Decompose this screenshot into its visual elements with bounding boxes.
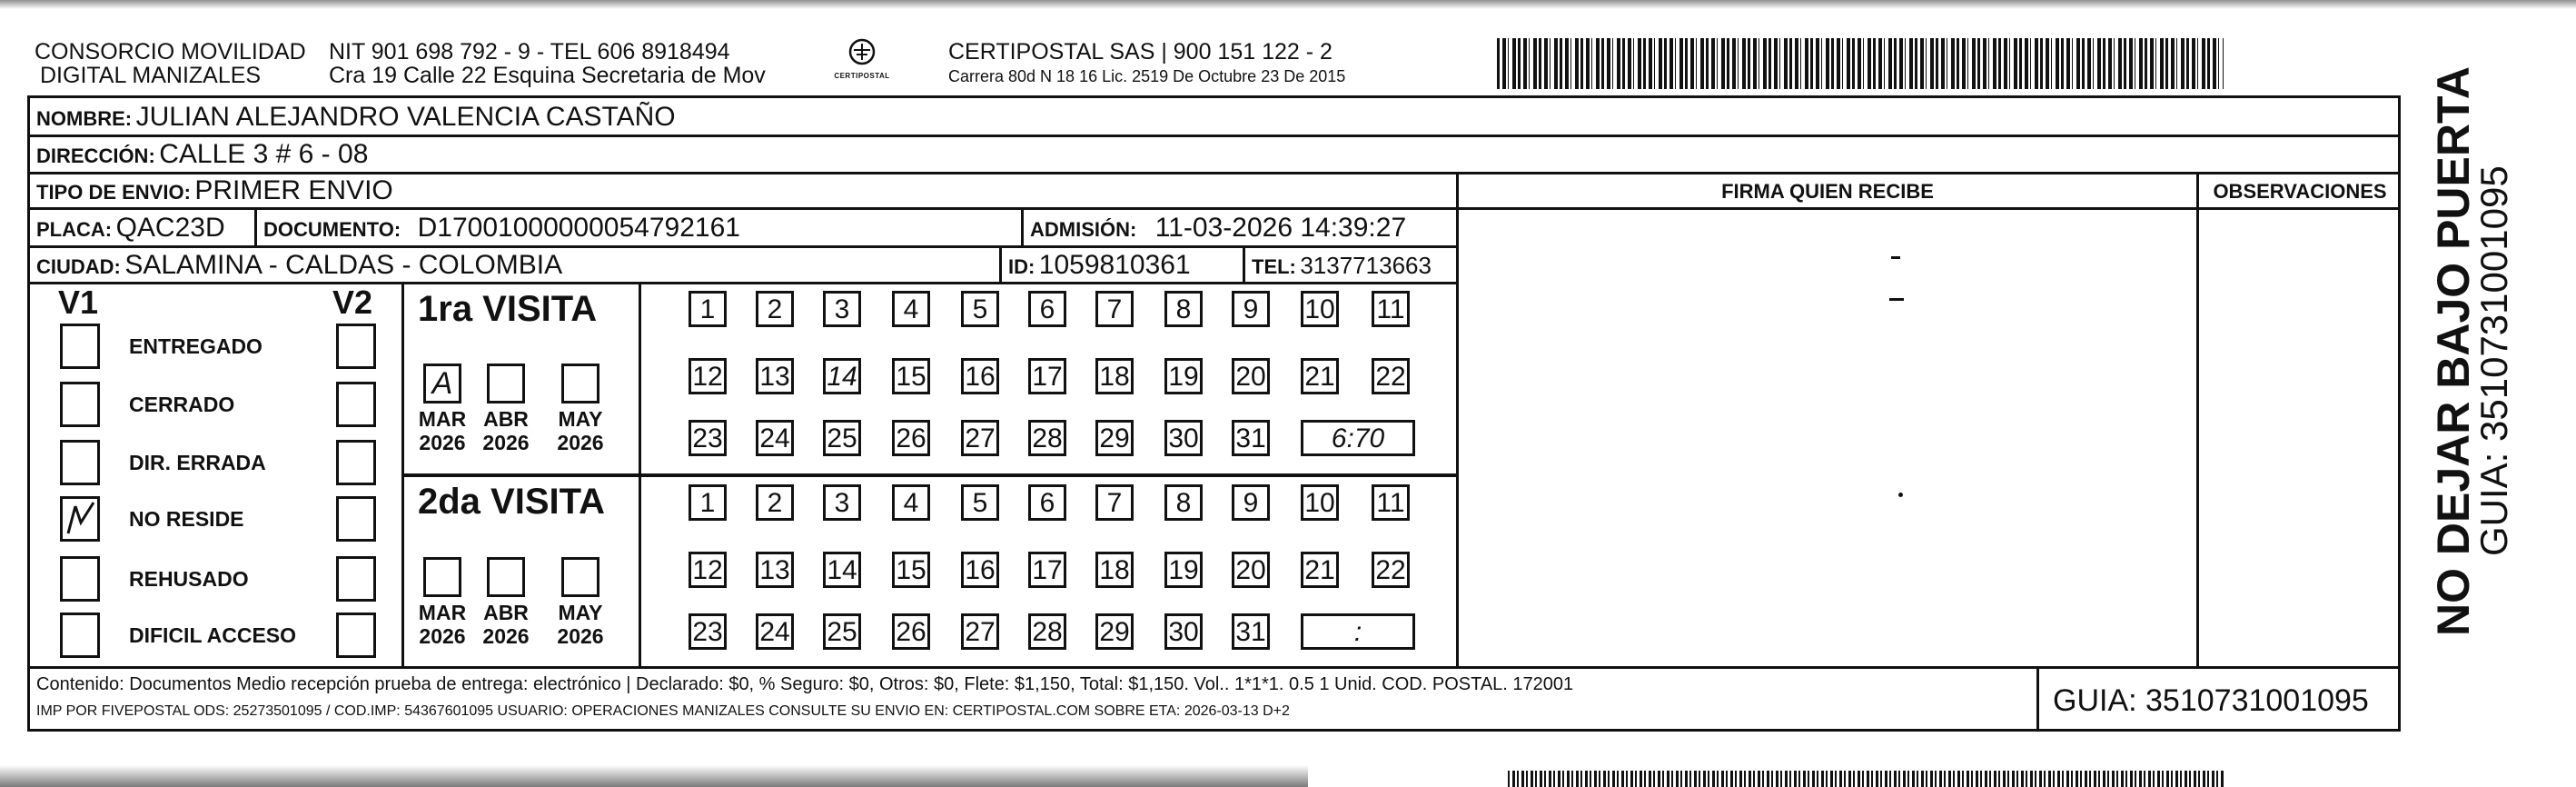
visit2-month-box[interactable] — [423, 557, 461, 597]
row-line-3 — [27, 207, 2401, 210]
status-v2-checkbox[interactable] — [336, 496, 376, 542]
visit1-day-box[interactable]: 23 — [689, 420, 727, 456]
visit2-day-box[interactable]: 10 — [1301, 484, 1339, 521]
visit2-month-year: 2026 — [482, 624, 530, 648]
documento-label: DOCUMENTO: — [263, 218, 401, 241]
visit2-month-box[interactable] — [561, 557, 599, 597]
visit2-day-box[interactable]: 25 — [823, 613, 861, 650]
placa-row — [36, 213, 225, 244]
visit2-day-box[interactable]: 22 — [1372, 552, 1410, 588]
visit1-day-box[interactable]: 1 — [689, 291, 727, 327]
row-line-2 — [27, 172, 2401, 174]
tipo-label: TIPO DE ENVIO: — [36, 181, 191, 204]
visit1-day-box[interactable]: 9 — [1232, 291, 1270, 327]
visit1-day-box[interactable]: 17 — [1028, 358, 1066, 394]
col-line-placa — [254, 208, 257, 246]
status-v1-checkbox[interactable] — [60, 440, 100, 485]
visit1-title: 1ra VISITA — [418, 289, 598, 329]
visit2-day-box[interactable]: 15 — [892, 552, 930, 588]
tel-label: TEL: — [1252, 255, 1296, 278]
direccion-value: CALLE 3 # 6 - 08 — [159, 139, 369, 169]
visit2-time-box[interactable]: : — [1301, 613, 1415, 650]
side-guia: GUIA: 3510731001095 — [2472, 165, 2515, 556]
sender-company-line1: CONSORCIO MOVILIDAD — [35, 39, 306, 65]
visit2-day-box[interactable]: 17 — [1028, 552, 1066, 588]
visit2-day-box[interactable]: 30 — [1164, 613, 1203, 650]
visit1-month-name: MAY — [558, 407, 603, 431]
visit2-day-box[interactable]: 11 — [1372, 484, 1410, 521]
visit1-month-box[interactable] — [561, 364, 599, 403]
visit1-day-box[interactable]: 24 — [756, 420, 794, 456]
status-v2-checkbox[interactable] — [336, 440, 376, 485]
status-v2-checkbox[interactable] — [336, 382, 376, 427]
admision-label: ADMISIÓN: — [1030, 218, 1137, 241]
visit2-day-box[interactable]: 26 — [892, 613, 930, 650]
col-line-firma — [1456, 173, 1459, 668]
sender-nit: NIT 901 698 792 - 9 - TEL 606 8918494 — [329, 39, 730, 65]
visit-divider-h — [401, 473, 1457, 477]
admision-value: 11-03-2026 14:39:27 — [1154, 213, 1407, 243]
visit1-day-box[interactable]: 2 — [756, 291, 794, 327]
observaciones-header: OBSERVACIONES — [2213, 180, 2387, 203]
visit2-title: 2da VISITA — [418, 482, 605, 522]
visit1-month-year: 2026 — [557, 431, 604, 454]
visit1-day-box[interactable]: 22 — [1372, 358, 1410, 394]
visit2-month-year: 2026 — [557, 624, 604, 648]
visit1-day-box[interactable]: 11 — [1372, 291, 1410, 327]
visit1-month-name: MAR — [418, 407, 467, 431]
visit2-month-name: ABR — [483, 601, 529, 624]
visit2-day-box[interactable]: 20 — [1232, 552, 1270, 588]
nombre-label: NOMBRE: — [36, 107, 133, 130]
id-row — [1008, 250, 1191, 281]
visit2-day-box[interactable]: 24 — [756, 613, 794, 650]
visit1-day-box[interactable]: 10 — [1301, 291, 1339, 327]
ciudad-row — [36, 250, 562, 281]
visit2-month-name: MAY — [558, 601, 603, 624]
status-v1-checkbox[interactable] — [60, 496, 100, 542]
tel-value: 3137713663 — [1300, 252, 1432, 279]
status-option-label: DIFICIL ACCESO — [129, 623, 297, 647]
side-warning: NO DEJAR BAJO PUERTA — [2428, 66, 2479, 636]
visit1-month-box[interactable] — [423, 364, 461, 403]
visit1-day-box[interactable]: 4 — [892, 291, 930, 327]
visit2-day-box[interactable]: 28 — [1028, 613, 1066, 650]
courier-license: Carrera 80d N 18 16 Lic. 2519 De Octubre 23 De 2015 — [948, 67, 1346, 85]
bottom-torn-edge — [0, 765, 1308, 787]
visit2-day-box[interactable]: 23 — [689, 613, 727, 650]
status-v1-checkbox[interactable] — [60, 382, 100, 427]
footer-line2: IMP POR FIVEPOSTAL ODS: 25273501095 / COD.IMP: 54367601095 USUARIO: OPERACIONES MANIZALES CONSULTE SU ENVIO EN: CERTIPOSTAL.COM SOBRE ETA: 2026-03-13 D+2 — [36, 703, 1290, 719]
col-line-tel — [1243, 245, 1245, 284]
visit2-day-box[interactable]: 29 — [1095, 613, 1134, 650]
status-option-label: NO RESIDE — [129, 507, 244, 531]
visit2-day-box[interactable]: 16 — [961, 552, 999, 588]
visit1-day-box[interactable]: 20 — [1232, 358, 1270, 394]
visit1-month-mark: A — [431, 366, 453, 401]
visit1-month-year: 2026 — [482, 431, 530, 454]
visit2-month-name: MAR — [418, 601, 467, 624]
signature-mark — [1898, 493, 1903, 497]
firma-header: FIRMA QUIEN RECIBE — [1721, 180, 1934, 203]
visit2-day-box[interactable]: 21 — [1301, 552, 1339, 588]
visit2-day-box[interactable]: 27 — [961, 613, 999, 650]
visit2-day-box[interactable]: 9 — [1232, 484, 1270, 521]
visit2-day-box[interactable]: 13 — [756, 552, 794, 588]
visit1-month-box[interactable] — [487, 364, 525, 403]
sender-address: Cra 19 Calle 22 Esquina Secretaria de Mov — [329, 63, 766, 88]
admision-row — [1030, 213, 1406, 244]
visit2-day-box[interactable]: 7 — [1095, 484, 1134, 521]
visit1-day-box[interactable]: 14 — [823, 358, 861, 394]
status-v1-checkbox[interactable] — [60, 613, 100, 658]
visit1-day-box[interactable]: 27 — [961, 420, 999, 456]
v2-label: V2 — [332, 284, 373, 321]
certipostal-logo-text: CERTIPOSTAL — [834, 72, 890, 80]
visit1-day-box[interactable]: 25 — [823, 420, 861, 456]
visit1-day-box[interactable]: 18 — [1095, 358, 1134, 394]
visit1-day-box[interactable]: 30 — [1164, 420, 1203, 456]
visit2-day-box[interactable]: 19 — [1164, 552, 1203, 588]
ciudad-value: SALAMINA - CALDAS - COLOMBIA — [124, 250, 563, 280]
tel-row — [1252, 252, 1432, 280]
visit2-day-box[interactable]: 31 — [1232, 613, 1270, 650]
v1-label: V1 — [58, 284, 99, 321]
direccion-row — [36, 139, 368, 170]
visit1-month-year: 2026 — [419, 431, 466, 454]
visit1-day-box[interactable]: 31 — [1232, 420, 1270, 456]
ciudad-label: CIUDAD: — [36, 255, 121, 278]
sender-company-line2: DIGITAL MANIZALES — [40, 63, 262, 88]
visit2-month-box[interactable] — [487, 557, 525, 597]
col-line-obs — [2196, 173, 2199, 668]
visit2-day-box[interactable]: 18 — [1095, 552, 1134, 588]
visit1-day-box[interactable]: 15 — [892, 358, 930, 394]
visit1-day-box[interactable]: 6 — [1028, 291, 1066, 327]
visit2-day-box[interactable]: 6 — [1028, 484, 1066, 521]
visit1-day-box[interactable]: 28 — [1028, 420, 1066, 456]
id-label: ID: — [1008, 255, 1035, 278]
visit2-day-box[interactable]: 4 — [892, 484, 930, 521]
visit2-day-box[interactable]: 14 — [823, 552, 861, 588]
status-v2-checkbox[interactable] — [336, 556, 376, 602]
status-option-label: CERRADO — [129, 393, 235, 416]
visit1-day-box[interactable]: 21 — [1301, 358, 1339, 394]
nombre-value: JULIAN ALEJANDRO VALENCIA CASTAÑO — [135, 102, 676, 132]
check-mark-icon — [63, 499, 99, 541]
id-value: 1059810361 — [1038, 250, 1191, 280]
status-v2-checkbox[interactable] — [336, 613, 376, 658]
visit2-day-box[interactable]: 3 — [823, 484, 861, 521]
visit1-month-name: ABR — [483, 407, 529, 431]
placa-value: QAC23D — [115, 213, 225, 243]
visit1-day-box[interactable]: 19 — [1164, 358, 1203, 394]
signature-mark — [1889, 298, 1904, 301]
status-option-label: ENTREGADO — [129, 334, 263, 358]
visit1-day-box[interactable]: 5 — [961, 291, 999, 327]
signature-mark — [1891, 256, 1900, 259]
visit1-day-box[interactable]: 7 — [1095, 291, 1134, 327]
tipo-row — [36, 175, 393, 206]
visit2-day-box[interactable]: 12 — [689, 552, 727, 588]
visit2-day-box[interactable]: 2 — [756, 484, 794, 521]
col-line-admision — [1021, 208, 1024, 246]
courier-name: CERTIPOSTAL SAS | 900 151 122 - 2 — [948, 39, 1333, 65]
nombre-row — [36, 102, 676, 133]
visit1-day-box[interactable]: 16 — [961, 358, 999, 394]
status-option-label: REHUSADO — [129, 567, 249, 591]
footer-line1: Contenido: Documentos Medio recepción prueba de entrega: electrónico | Declarado: $0, % Seguro: $0, Otros: $0, Flete: $1,150, Total: $1,150. Vol.. 1*1*1. 0.5 1 Unid. COD. POSTAL. 172001 — [36, 674, 1574, 694]
footer-guia: GUIA: 3510731001095 — [2053, 683, 2369, 718]
visit1-day-box[interactable]: 29 — [1095, 420, 1134, 456]
visit2-day-box[interactable]: 1 — [689, 484, 727, 521]
status-option-label: DIR. ERRADA — [129, 451, 266, 474]
direccion-label: DIRECCIÓN: — [36, 144, 155, 167]
top-barcode — [1497, 38, 2224, 89]
col-line-id — [999, 245, 1002, 284]
visit1-day-box[interactable]: 12 — [689, 358, 727, 394]
visit2-day-box[interactable]: 8 — [1164, 484, 1203, 521]
placa-label: PLACA: — [36, 218, 113, 241]
documento-value: D17001000000054792161 — [417, 213, 740, 243]
visit1-day-box[interactable]: 13 — [756, 358, 794, 394]
row-line-1 — [27, 134, 2401, 137]
visit1-day-box[interactable]: 8 — [1164, 291, 1203, 327]
visit1-day-box[interactable]: 26 — [892, 420, 930, 456]
tipo-value: PRIMER ENVIO — [194, 175, 393, 205]
visit1-time-box[interactable]: 6:70 — [1301, 420, 1415, 456]
visit1-day-box[interactable]: 3 — [823, 291, 861, 327]
certipostal-logo-icon — [844, 36, 880, 67]
visit2-day-box[interactable]: 5 — [961, 484, 999, 521]
status-v2-checkbox[interactable] — [336, 324, 376, 369]
status-v1-checkbox[interactable] — [60, 556, 100, 602]
visit2-month-year: 2026 — [419, 624, 466, 648]
status-v1-checkbox[interactable] — [60, 324, 100, 369]
certipostal-logo — [830, 36, 894, 89]
top-torn-edge — [0, 0, 2576, 9]
bottom-barcode — [1508, 771, 2225, 787]
documento-row — [263, 213, 740, 244]
